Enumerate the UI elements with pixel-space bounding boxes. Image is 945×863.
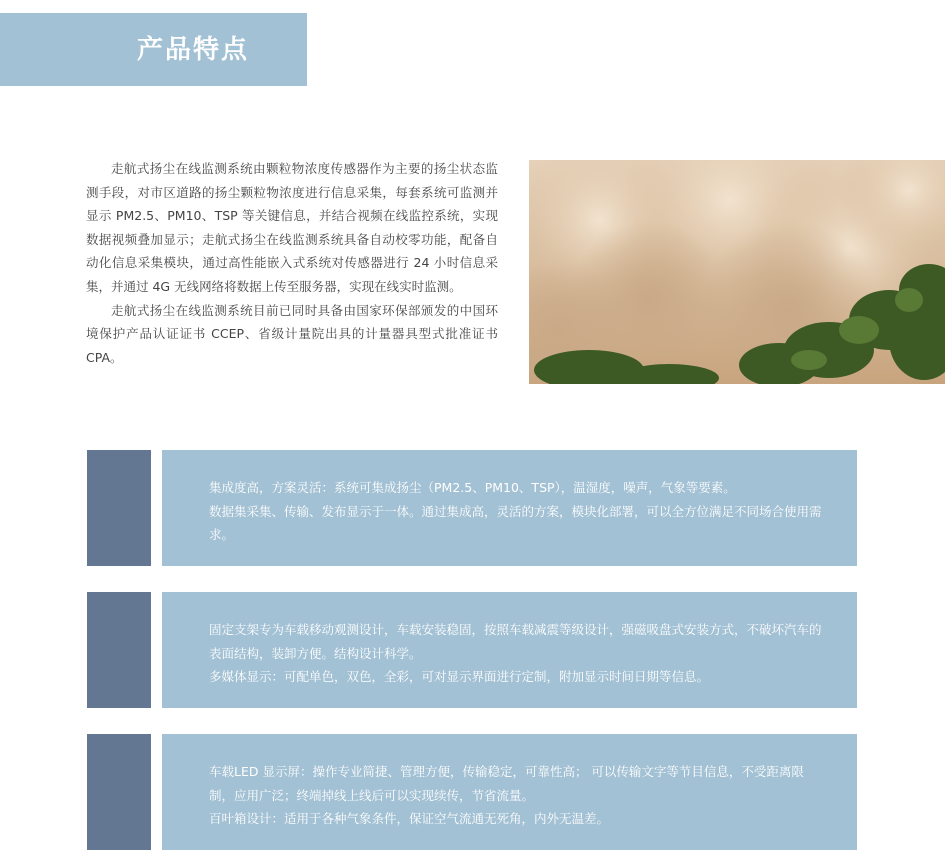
feature-line: 车载LED 显示屏：操作专业简捷、管理方便，传输稳定，可靠性高； 可以传输文字等节目信息，不受距离限制，应用广泛；终端掉线上线后可以实现续传，节省流量。 [209,764,804,803]
feature-line: 多媒体显示：可配单色，双色，全彩，可对显示界面进行定制，附加显示时间日期等信息。 [209,669,710,684]
feature-marker [87,734,151,850]
feature-line: 百叶箱设计：适用于各种气象条件，保证空气流通无死角，内外无温差。 [209,811,610,826]
feature-line: 数据集采集、传输、发布显示于一体。通过集成高，灵活的方案，模块化部署，可以全方位满足不同场合使用需求。 [209,503,822,542]
dust-cloud-photo [529,160,945,384]
feature-panel [162,734,857,850]
feature-line: 集成度高，方案灵活：系统可集成扬尘（PM2.5、PM10、TSP），温湿度，噪声，气象等要素。 [209,480,736,495]
feature-line: 固定支架专为车载移动观测设计，车载安装稳固，按照车载减震等级设计，强磁吸盘式安装方式，不破坏汽车的表面结构，装卸方便。结构设计科学。 [209,622,822,661]
feature-marker [87,592,151,708]
intro-paragraph: 走航式扬尘在线监测系统由颗粒物浓度传感器作为主要的扬尘状态监测手段，对市区道路的扬尘颗粒物浓度进行信息采集，每套系统可监测并显示 PM2.5、PM10、TSP 等关键信息，并结合视频在线监控系统，实现数据视频叠加显示；走航式扬尘在线监测系统具备自动校零功能，配备自动化信息采集模块，通过高性能嵌入式系统对传感器进行 24 小时信息采集，并通过 4G 无线网络将数据上传至服务器，实现在线实时监测。 [86,161,498,294]
intro-text [86,157,498,369]
feature-panel [162,450,857,566]
page-title: 产品特点 [137,35,250,65]
feature-marker [87,450,151,566]
feature-panel [162,592,857,708]
intro-paragraph: 走航式扬尘在线监测系统目前已同时具备由国家环保部颁发的中国环境保护产品认证证书 CCEP、省级计量院出具的计量器具型式批准证书 CPA。 [86,302,498,365]
dust-cloud-image [529,160,945,384]
